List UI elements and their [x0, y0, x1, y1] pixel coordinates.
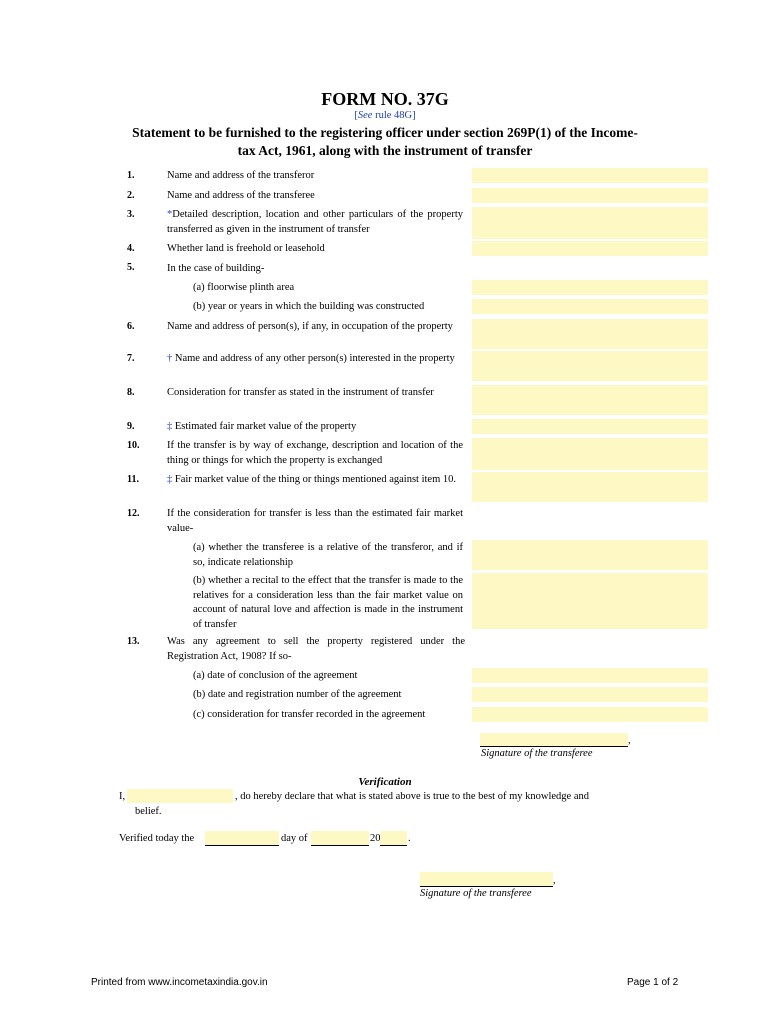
declaration-text: , do hereby declare that what is stated above is true to the best of my knowledge and	[235, 791, 589, 802]
rule-number: rule 48G	[372, 110, 413, 121]
bracket-open: [	[354, 110, 358, 121]
item-number: 3.	[127, 209, 135, 220]
item-number: 11.	[127, 474, 139, 485]
item-number: 4.	[127, 243, 135, 254]
asterisk-mark: *	[167, 209, 173, 220]
item-label: If the transfer is by way of exchange, description and location of the thing or things for which the property is exchanged	[167, 440, 463, 466]
item-number: 13.	[127, 636, 140, 647]
construction-year-field[interactable]	[472, 299, 708, 314]
item-sublabel: (a) date of conclusion of the agreement	[193, 670, 358, 681]
rule-reference	[0, 110, 770, 121]
declarant-name-field[interactable]	[127, 789, 233, 803]
item-label	[167, 473, 463, 488]
item-label: In the case of building-	[167, 263, 265, 274]
item-label: Name and address of person(s), if any, in occupation of the property	[167, 321, 453, 332]
form-heading	[110, 124, 660, 160]
item-text: Detailed description, location and other particulars of the property transferred as given in the instrument of transfer	[167, 209, 463, 235]
recital-field[interactable]	[472, 573, 708, 629]
date-end: .	[408, 833, 411, 844]
item-label: Name and address of the transferor	[167, 170, 315, 181]
item-number: 5.	[127, 262, 135, 273]
transferee-field[interactable]	[472, 188, 708, 203]
occupants-field[interactable]	[472, 319, 708, 349]
signature-label: Signature of the transferee	[420, 888, 532, 899]
signature-comma: ,	[553, 875, 556, 886]
item-number: 8.	[127, 387, 135, 398]
item-label	[167, 352, 463, 367]
item-label: Was any agreement to sell the property registered under the Registration Act, 1908? If so-	[167, 636, 465, 662]
signature-comma: ,	[628, 735, 631, 746]
plinth-area-field[interactable]	[472, 280, 708, 295]
item-label: Consideration for transfer as stated in the instrument of transfer	[167, 387, 434, 398]
item-text: Name and address of any other person(s) interested in the property	[172, 353, 455, 364]
day-of-label: day of	[281, 833, 308, 844]
item-sublabel: (b) whether a recital to the effect that the transfer is made to the relatives for a consideration less than the fair market value on account of natural love and affection is made in the instrument of transfer	[193, 575, 463, 630]
agreement-date-field[interactable]	[472, 668, 708, 683]
verified-today-label: Verified today the	[119, 833, 195, 844]
item-number: 9.	[127, 421, 135, 432]
relative-field[interactable]	[472, 540, 708, 570]
item-sublabel: (c) consideration for transfer recorded in the agreement	[193, 709, 426, 720]
see-text: See	[357, 110, 373, 121]
date-underline	[205, 831, 279, 846]
agreement-consideration-field[interactable]	[472, 707, 708, 722]
item-number: 7.	[127, 353, 135, 364]
item-number: 1.	[127, 170, 135, 181]
item-number: 10.	[127, 440, 140, 451]
page-number: Page 1 of 2	[627, 977, 679, 988]
exchange-value-field[interactable]	[472, 472, 708, 502]
month-underline	[311, 831, 369, 846]
item-sublabel: (b) year or years in which the building was constructed	[193, 301, 425, 312]
item-sublabel: (b) date and registration number of the agreement	[193, 689, 402, 700]
item-number: 2.	[127, 190, 135, 201]
item-label	[167, 208, 463, 237]
exchange-description-field[interactable]	[472, 438, 708, 470]
item-label: Whether land is freehold or leasehold	[167, 243, 325, 254]
form-title: FORM NO. 37G	[321, 89, 449, 109]
dagger-mark: †	[167, 353, 173, 364]
agreement-registration-field[interactable]	[472, 687, 708, 702]
consideration-field[interactable]	[472, 385, 708, 415]
item-sublabel: (a) whether the transferee is a relative of the transferor, and if so, indicate relationship	[193, 542, 463, 568]
transferor-field[interactable]	[472, 168, 708, 183]
item-number: 6.	[127, 321, 135, 332]
heading-line-2: tax Act, 1961, along with the instrument of transfer	[237, 143, 533, 158]
item-number: 12.	[127, 508, 140, 519]
item-text: Estimated fair market value of the property	[172, 421, 357, 432]
printed-from-footer: Printed from www.incometaxindia.gov.in	[91, 977, 268, 988]
interested-persons-field[interactable]	[472, 351, 708, 381]
signature-label: Signature of the transferee	[481, 748, 593, 759]
signature-line	[420, 872, 553, 887]
item-text: Fair market value of the thing or things mentioned against item 10.	[172, 474, 456, 485]
fair-market-value-field[interactable]	[472, 419, 708, 434]
property-description-field[interactable]	[472, 207, 708, 239]
item-label: Name and address of the transferee	[167, 190, 315, 201]
double-dagger-mark: ‡	[167, 421, 173, 432]
verification-title: Verification	[358, 776, 412, 788]
heading-line-1: Statement to be furnished to the registering officer under section 269P(1) of the Income-	[132, 125, 638, 140]
item-label: If the consideration for transfer is less than the estimated fair market value-	[167, 508, 463, 534]
freehold-leasehold-field[interactable]	[472, 241, 708, 256]
declaration-continued: belief.	[135, 806, 162, 817]
double-dagger-mark: ‡	[167, 474, 173, 485]
item-sublabel: (a) floorwise plinth area	[193, 282, 295, 293]
verification-i: I,	[119, 791, 126, 802]
year-underline	[380, 831, 407, 846]
signature-line	[480, 733, 628, 747]
item-label	[167, 420, 467, 435]
bracket-close: ]	[412, 110, 416, 121]
year-prefix: 20	[370, 833, 381, 844]
